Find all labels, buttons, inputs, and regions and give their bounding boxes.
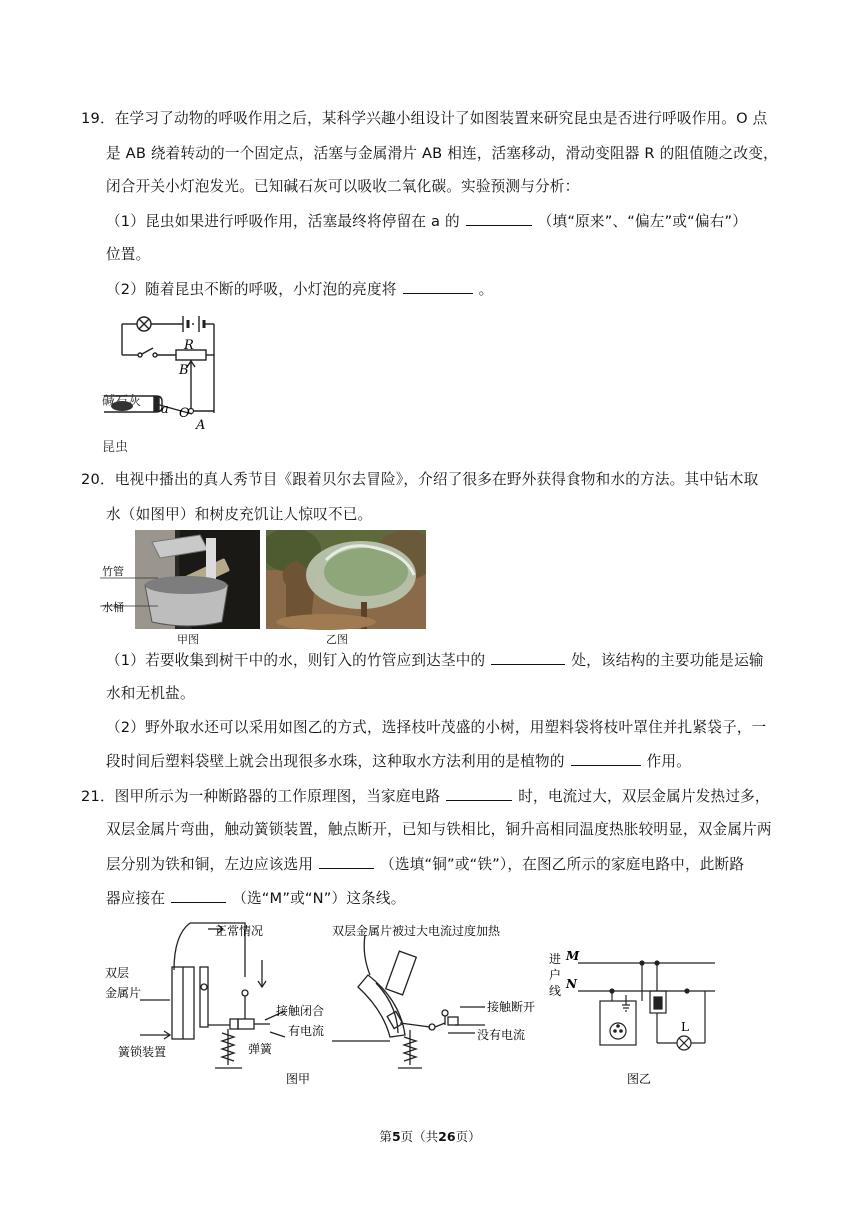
label-a: a — [161, 402, 169, 417]
circuit-breaker-diagram — [100, 915, 550, 1090]
label-bamboo-tube: 竹管 — [102, 565, 124, 578]
q20-part1-text-b: 处，该结构的主要功能是运输 — [571, 652, 764, 669]
answer-blank[interactable] — [571, 751, 641, 766]
q21-line4-text-a: 器应接在 — [106, 890, 166, 907]
label-bucket: 水桶 — [102, 601, 124, 614]
footer-total-pages: 26 — [438, 1129, 456, 1144]
label-spring: 弹簧 — [248, 1042, 273, 1056]
footer-suffix: 页） — [455, 1129, 481, 1144]
footer-middle: 页（共 — [400, 1129, 439, 1144]
q19-part-2 — [106, 279, 493, 300]
label-entry-1: 进 — [549, 952, 562, 966]
answer-blank[interactable] — [446, 786, 512, 801]
footer-page-number: 5 — [391, 1129, 401, 1144]
q20-part-1-cont: 水和无机盐。 — [106, 685, 195, 702]
label-A: A — [196, 418, 206, 433]
label-has-current: 有电流 — [288, 1024, 325, 1038]
label-contact-closed: 接触闭合 — [276, 1004, 325, 1018]
q19-part2-text-a: （2）随着昆虫不断的呼吸，小灯泡的亮度将 — [106, 281, 397, 298]
label-overheated: 双层金属片被过大电流过度加热 — [332, 924, 501, 938]
answer-blank[interactable] — [171, 888, 226, 903]
caption-fig-yi: 乙图 — [326, 633, 348, 646]
label-entry-2: 户 — [549, 968, 562, 982]
q19-line-1: 19．在学习了动物的呼吸作用之后，某科学兴趣小组设计了如图装置来研究昆虫是否进行呼吸作用。O 点 — [81, 110, 768, 127]
label-contact-open: 接触断开 — [487, 1000, 536, 1014]
q19-line-2: 是 AB 绕着转动的一个固定点，活塞与金属滑片 AB 相连，活塞移动，滑动变阻器 R 的阻值随之改变， — [106, 145, 778, 162]
label-bimetal-2: 金属片 — [105, 986, 142, 1000]
label-B: B — [179, 363, 189, 378]
label-insect: 昆虫 — [102, 440, 129, 455]
q20-part2-text-a: 段时间后塑料袋壁上就会出现很多水珠，这种取水方法利用的是植物的 — [106, 753, 565, 770]
q20-part-2-cont — [106, 751, 691, 772]
caption-fig-jia-21: 图甲 — [286, 1072, 311, 1086]
label-entry-3: 线 — [549, 984, 562, 998]
answer-blank[interactable] — [319, 854, 374, 869]
respiration-apparatus-diagram — [100, 308, 230, 458]
q19-part-1 — [106, 211, 747, 232]
label-bimetal-1: 双层 — [105, 966, 130, 980]
label-N: N — [566, 977, 577, 991]
label-soda-lime: 碱石灰 — [102, 394, 142, 409]
q19-part1-text-b: （填“原来”、“偏左”或“偏右”） — [537, 213, 748, 230]
q19-line-3: 闭合开关小灯泡发光。已知碱石灰可以吸收二氧化碳。实验预测与分析： — [106, 178, 580, 195]
q21-line1-text-b: 时，电流过大，双层金属片发热过多， — [518, 788, 770, 805]
label-normal-state: 正常情况 — [215, 924, 264, 938]
label-O: O — [179, 406, 190, 421]
q20-line-1: 20．电视中播出的真人秀节目《跟着贝尔去冒险》，介绍了很多在野外获得食物和水的方法。其中钻木取 — [81, 471, 759, 488]
q20-part-1 — [106, 650, 764, 671]
label-no-current: 没有电流 — [477, 1028, 526, 1042]
caption-fig-yi-21: 图乙 — [627, 1072, 652, 1086]
q19-part2-text-b: 。 — [478, 281, 494, 298]
q20-line-2: 水（如图甲）和树皮充饥让人惊叹不已。 — [106, 506, 373, 523]
q21-line-2: 双层金属片弯曲，触动簧锁装置，触点断开，已知与铁相比，铜升高相同温度热胀较明显，双金属片两 — [106, 821, 772, 838]
footer-prefix: 第 — [379, 1129, 392, 1144]
q21-line1-text-a: 21．图甲所示为一种断路器的工作原理图，当家庭电路 — [81, 788, 441, 805]
label-M: M — [566, 949, 580, 963]
q19-part-1-cont: 位置。 — [106, 246, 151, 263]
q20-part1-text-a: （1）若要收集到树干中的水，则钉入的竹管应到达茎中的 — [106, 652, 486, 669]
caption-fig-jia: 甲图 — [177, 633, 199, 646]
q21-line-3 — [106, 854, 744, 875]
q19-part1-text-a: （1）昆虫如果进行呼吸作用，活塞最终将停留在 a 的 — [106, 213, 460, 230]
label-R: R — [184, 338, 194, 353]
q21-line4-text-b: （选“M”或“N”）这条线。 — [232, 890, 406, 907]
q20-part-2: （2）野外取水还可以采用如图乙的方式，选择枝叶茂盛的小树，用塑料袋将枝叶罩住并扎紧袋子，一 — [106, 719, 767, 736]
q21-line-4 — [106, 888, 406, 909]
q21-line3-text-b: （选填“铜”或“铁”），在图乙所示的家庭电路中，此断路 — [380, 856, 745, 873]
household-circuit-diagram — [540, 945, 720, 1090]
label-lock-device: 簧锁装置 — [118, 1045, 167, 1059]
q20-part2-text-b: 作用。 — [646, 753, 691, 770]
photo-plastic-bag-tree — [266, 530, 426, 630]
q21-line-1 — [81, 786, 770, 807]
page-footer — [0, 1127, 860, 1145]
answer-blank[interactable] — [403, 279, 473, 294]
answer-blank[interactable] — [491, 650, 565, 665]
q21-line3-text-a: 层分别为铁和铜，左边应该选用 — [106, 856, 314, 873]
photo-bamboo-tube-bucket — [100, 530, 260, 646]
answer-blank[interactable] — [466, 211, 532, 226]
label-L: L — [681, 1020, 689, 1034]
